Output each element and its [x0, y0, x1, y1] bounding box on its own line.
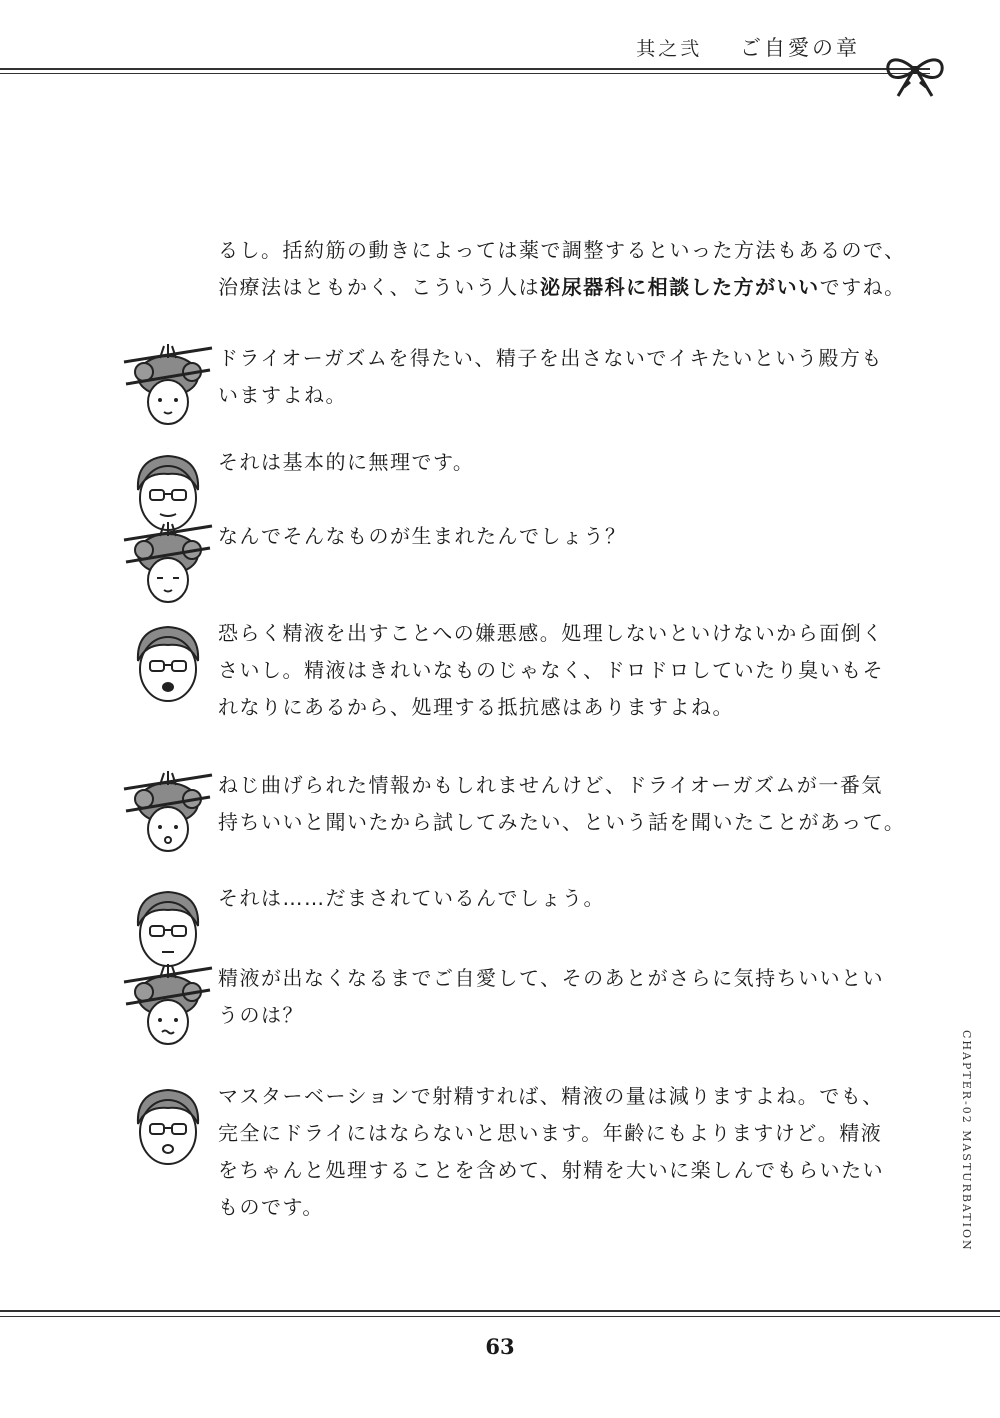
geisha-avatar-icon	[120, 767, 216, 863]
chapter-side-caption: CHAPTER-02 MASTURBATION	[960, 1030, 973, 1252]
chapter-label: 其之弐	[636, 38, 703, 60]
speech-text: それは……だまされているんでしょう。	[218, 886, 605, 910]
section-title: ご自愛の章	[740, 36, 860, 60]
running-header	[636, 32, 860, 62]
intro-line-2	[218, 269, 938, 306]
header-rule-thin	[0, 73, 930, 74]
footer-rule	[0, 1310, 1000, 1312]
intro-line-1: るし。括約筋の動きによっては薬で調整するといった方法もあるので、	[218, 238, 906, 262]
geisha-avatar-icon	[120, 518, 216, 614]
intro-paragraph	[218, 232, 938, 306]
speech-text: 恐らく精液を出すことへの嫌悪感。処理しないといけないから面倒く さいし。精液はきれいなものじゃなく、ドロドロしていたり臭いもそ れなりにあるから、処理する抵抗感はありますよね。	[218, 621, 885, 719]
footer-rule-thin	[0, 1316, 1000, 1317]
speech-text: マスターベーションで射精すれば、精液の量は減りますよね。でも、 完全にドライにはならないと思います。年齢にもよりますけど。精液 をちゃんと処理することを含めて、射精を大いに楽しんでもらいたい ものです。	[218, 1084, 885, 1219]
speech-text: ドライオーガズムを得たい、精子を出さないでイキたいという殿方も いますよね。	[218, 346, 883, 407]
page-number: 63	[485, 1334, 515, 1359]
intro-line-2-post: ですね。	[819, 275, 906, 299]
ribbon-bow-icon	[880, 40, 950, 100]
doctor-avatar-icon	[120, 1078, 216, 1174]
intro-line-2-pre: 治療法はともかく、こういう人は	[218, 275, 541, 299]
speech-text: それは基本的に無理です。	[218, 450, 475, 474]
geisha-avatar-icon	[120, 960, 216, 1056]
header-rule	[0, 68, 930, 70]
geisha-avatar-icon	[120, 340, 216, 436]
intro-emphasis: 泌尿器科に相談した方がいい	[540, 275, 820, 299]
doctor-avatar-icon	[120, 615, 216, 711]
speech-text: 精液が出なくなるまでご自愛して、そのあとがさらに気持ちいいとい うのは？	[218, 966, 885, 1027]
speech-text: ねじ曲げられた情報かもしれませんけど、ドライオーガズムが一番気 持ちいいと聞いたから試してみたい、という話を聞いたことがあって。	[218, 773, 906, 834]
speech-text: なんでそんなものが生まれたんでしょう？	[218, 524, 627, 548]
